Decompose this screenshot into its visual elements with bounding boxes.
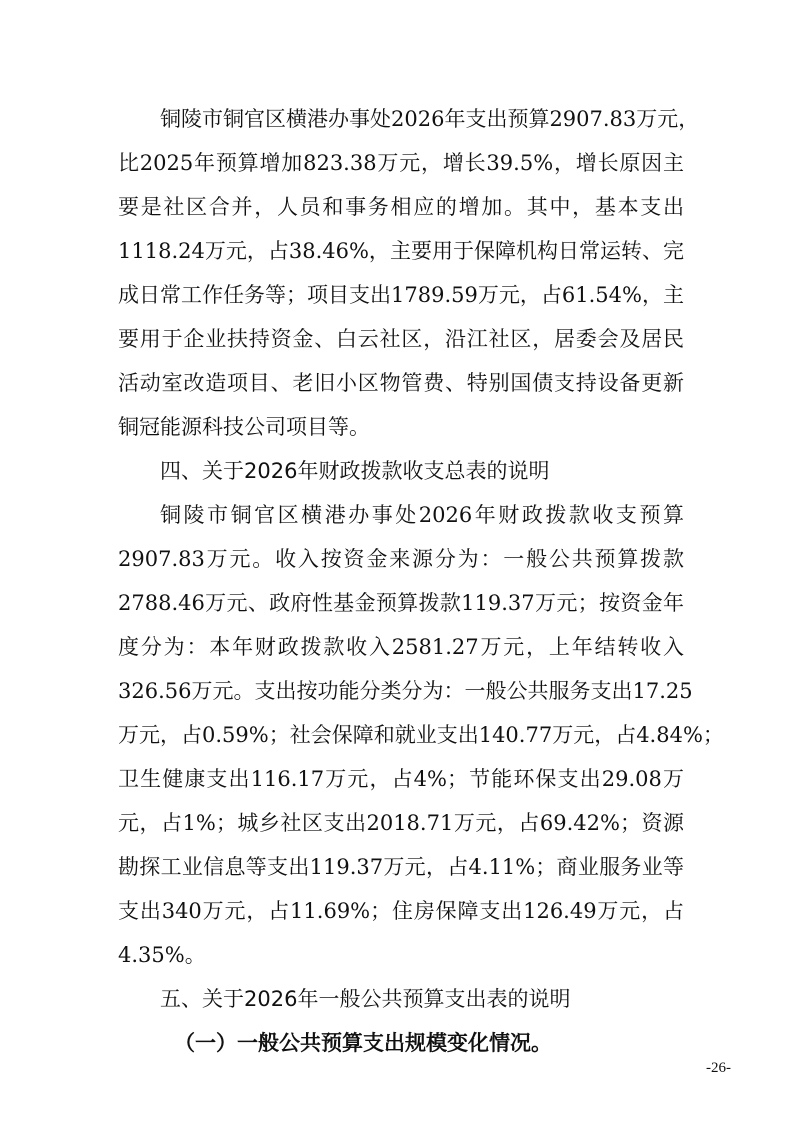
paragraph-line: 卫生健康支出116.17万元，占4%；节能环保支出29.08万 xyxy=(118,767,684,791)
paragraph-line: 铜冠能源科技公司项目等。 xyxy=(118,415,370,439)
paragraph-line: 铜陵市铜官区横港办事处2026年支出预算2907.83万元， xyxy=(160,107,700,131)
paragraph-line: 勘探工业信息等支出119.37万元，占4.11%；商业服务业等 xyxy=(118,855,684,879)
paragraph-line: 326.56万元。支出按功能分类分为：一般公共服务支出17.25 xyxy=(118,679,693,703)
paragraph-line: 比2025年预算增加823.38万元，增长39.5%，增长原因主 xyxy=(118,151,684,175)
paragraph-line: 铜陵市铜官区横港办事处2026年财政拨款收支预算 xyxy=(160,503,684,527)
paragraph-line: 1118.24万元，占38.46%，主要用于保障机构日常运转、完 xyxy=(118,239,684,263)
section-heading-4: 四、关于2026年财政拨款收支总表的说明 xyxy=(160,459,550,483)
paragraph-line: 万元，占0.59%；社会保障和就业支出140.77万元，占4.84%； xyxy=(118,723,724,747)
paragraph-line: 2788.46万元、政府性基金预算拨款119.37万元；按资金年 xyxy=(118,591,684,615)
paragraph-line: 活动室改造项目、老旧小区物管费、特别国债支持设备更新 xyxy=(118,371,684,395)
paragraph-line: 要是社区合并，人员和事务相应的增加。其中，基本支出 xyxy=(118,195,684,219)
paragraph-line: 支出340万元，占11.69%；住房保障支出126.49万元，占 xyxy=(118,899,684,923)
paragraph-line: 要用于企业扶持资金、白云社区，沿江社区，居委会及居民 xyxy=(118,327,684,351)
paragraph-line: 成日常工作任务等；项目支出1789.59万元，占61.54%，主 xyxy=(118,283,684,307)
paragraph-line: 度分为：本年财政拨款收入2581.27万元，上年结转收入 xyxy=(118,635,684,659)
paragraph-line: 4.35%。 xyxy=(118,943,206,967)
paragraph-line: 元，占1%；城乡社区支出2018.71万元，占69.42%；资源 xyxy=(118,811,684,835)
section-heading-5: 五、关于2026年一般公共预算支出表的说明 xyxy=(160,987,571,1011)
paragraph-line: 2907.83万元。收入按资金来源分为：一般公共预算拨款 xyxy=(118,547,684,571)
section-subheading: （一）一般公共预算支出规模变化情况。 xyxy=(174,1031,552,1055)
page-number: -26- xyxy=(706,1060,731,1076)
